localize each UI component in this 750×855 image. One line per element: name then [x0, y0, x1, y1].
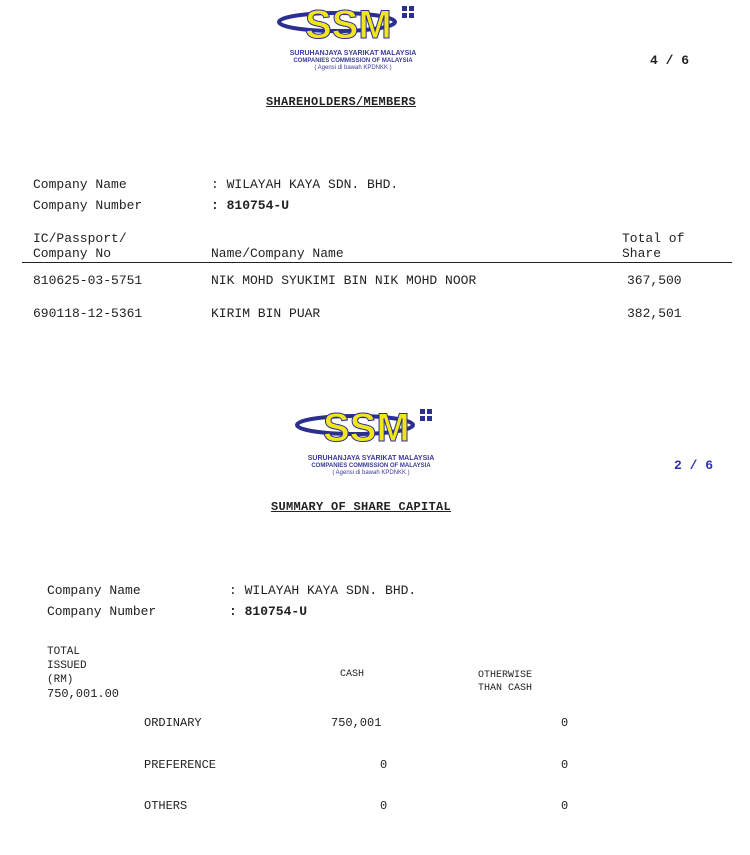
- logo-subtitle: [268, 50, 438, 72]
- row-name: NIK MOHD SYUKIMI BIN NIK MOHD NOOR: [211, 273, 477, 288]
- total-issued: [47, 645, 119, 701]
- company-number-value: : 810754-U: [229, 604, 308, 619]
- share-row-label: PREFERENCE: [144, 758, 217, 772]
- row-name: KIRIM BIN PUAR: [211, 306, 321, 321]
- row-share: 382,501: [627, 306, 682, 321]
- company-number-label: Company Number: [33, 198, 143, 213]
- share-row-cash: 750,001: [331, 716, 382, 730]
- col-otherwise-line2: THAN CASH: [478, 683, 533, 694]
- share-row-label: ORDINARY: [144, 716, 202, 730]
- table-header-id-line1: IC/Passport/: [33, 231, 127, 246]
- share-row-cash: 0: [380, 758, 388, 772]
- logo-subtitle: [286, 455, 456, 477]
- total-issued-value: 750,001.00: [47, 687, 120, 701]
- ssm-logo-graphic: [275, 0, 425, 48]
- ssm-logo: [275, 0, 425, 48]
- share-row-otherwise: 0: [561, 716, 569, 730]
- table-header-id-line2: Company No: [33, 246, 112, 261]
- company-name-value: : WILAYAH KAYA SDN. BHD.: [229, 583, 417, 598]
- company-number-value: : 810754-U: [211, 198, 290, 213]
- row-share: 367,500: [627, 273, 682, 288]
- table-header-share-line1: Total of: [622, 231, 685, 246]
- page-number: 2 / 6: [674, 458, 714, 473]
- total-issued-line1: TOTAL: [47, 646, 81, 658]
- page-number: 4 / 6: [650, 53, 690, 68]
- company-number-label: Company Number: [47, 604, 157, 619]
- logo-line3: ( Agensi di bawah KPDNKK ): [332, 469, 410, 476]
- logo-line2: COMPANIES COMMISSION OF MALAYSIA: [293, 58, 413, 65]
- logo-line3: ( Agensi di bawah KPDNKK ): [314, 64, 392, 71]
- ssm-logo-graphic: [293, 403, 443, 451]
- table-header-id: [33, 231, 127, 261]
- share-row-otherwise: 0: [561, 799, 569, 813]
- logo-text: SSM: [323, 406, 410, 450]
- table-header-name: Name/Company Name: [211, 246, 344, 261]
- company-name-label: Company Name: [47, 583, 141, 598]
- section-heading: SUMMARY OF SHARE CAPITAL: [271, 500, 452, 514]
- logo-line1: SURUHANJAYA SYARIKAT MALAYSIA: [307, 455, 435, 462]
- row-id: 690118-12-5361: [33, 306, 143, 321]
- table-header-share: [622, 231, 684, 261]
- table-header-share-line2: Share: [622, 246, 662, 261]
- col-cash-header: CASH: [340, 669, 365, 680]
- section-heading: SHAREHOLDERS/MEMBERS: [266, 95, 417, 109]
- logo-text: SSM: [305, 3, 392, 47]
- total-issued-line2: ISSUED: [47, 660, 87, 672]
- col-otherwise-header: [478, 669, 532, 695]
- share-row-otherwise: 0: [561, 758, 569, 772]
- row-id: 810625-03-5751: [33, 273, 143, 288]
- col-otherwise-line1: OTHERWISE: [478, 670, 533, 681]
- company-name-value: : WILAYAH KAYA SDN. BHD.: [211, 177, 399, 192]
- logo-line1: SURUHANJAYA SYARIKAT MALAYSIA: [289, 50, 417, 57]
- ssm-logo: [293, 403, 443, 451]
- table-header-rule: [22, 262, 732, 263]
- share-row-label: OTHERS: [144, 799, 188, 813]
- logo-line2: COMPANIES COMMISSION OF MALAYSIA: [311, 463, 431, 470]
- share-row-cash: 0: [380, 799, 388, 813]
- total-issued-line3: (RM): [47, 674, 74, 686]
- company-name-label: Company Name: [33, 177, 127, 192]
